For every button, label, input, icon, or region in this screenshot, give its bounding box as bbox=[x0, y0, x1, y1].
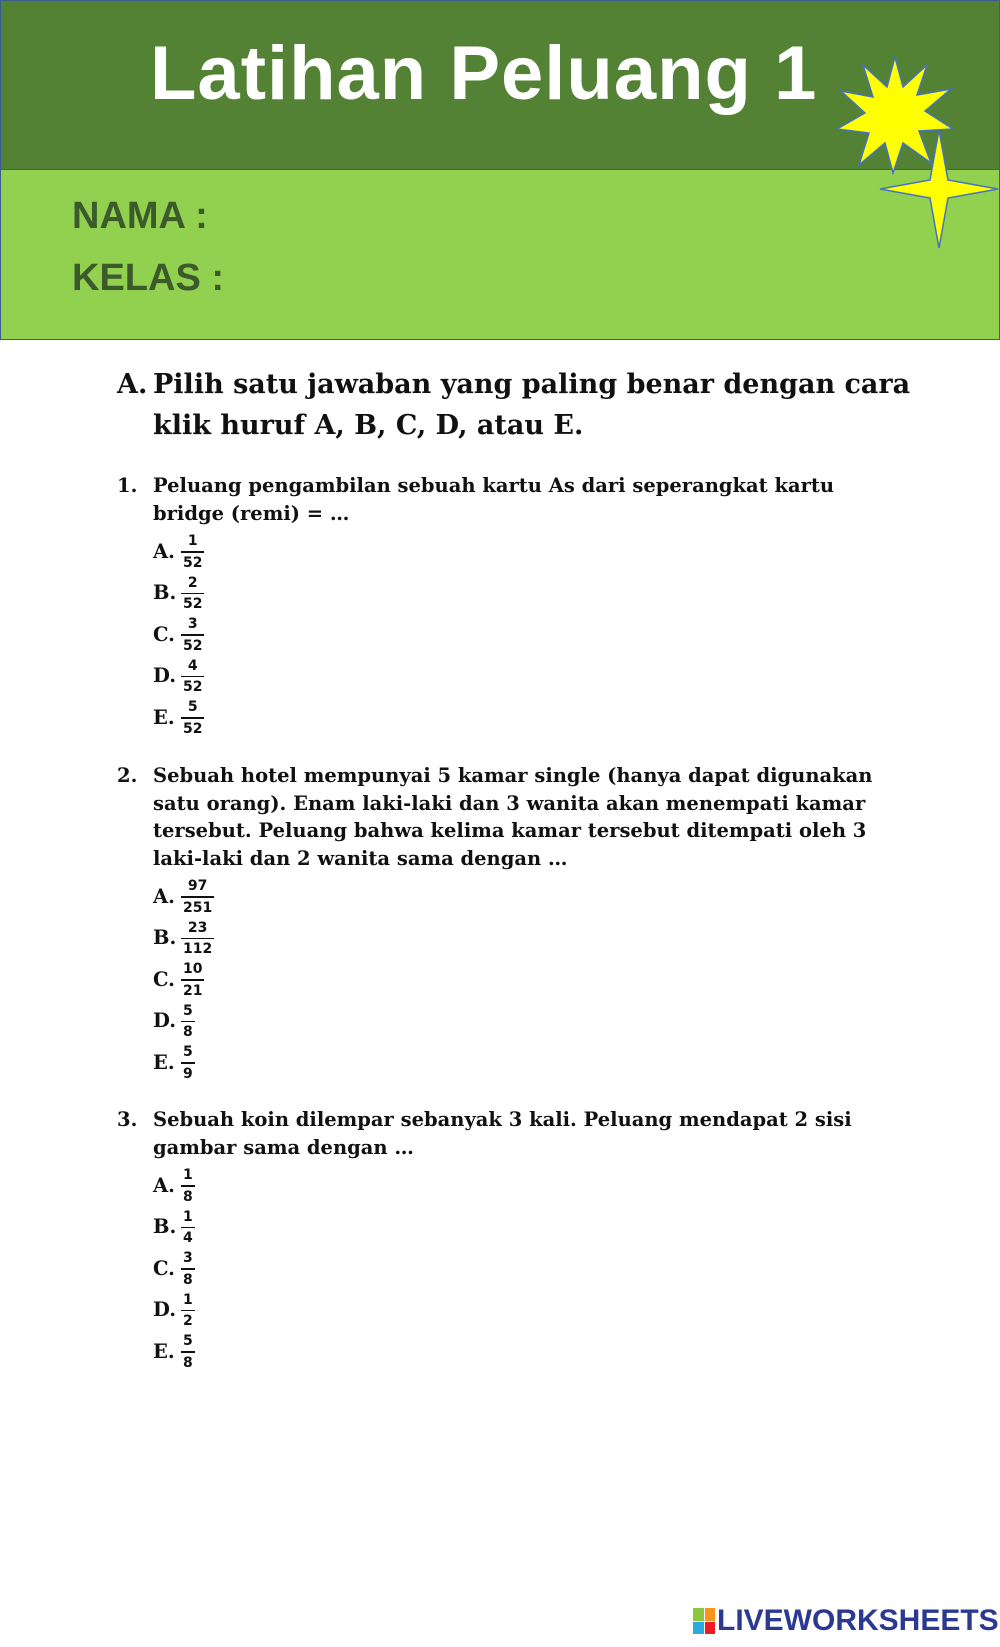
fraction-denominator: 21 bbox=[183, 982, 203, 999]
question-1 bbox=[117, 472, 887, 739]
option-fraction bbox=[181, 1292, 195, 1330]
answer-options bbox=[153, 531, 887, 739]
class-label: KELAS : bbox=[72, 257, 224, 299]
option-letter[interactable]: D. bbox=[153, 1009, 177, 1033]
name-label: NAMA : bbox=[72, 195, 208, 237]
question-text: Sebuah hotel mempunyai 5 kamar single (hanya dapat digunakan satu orang). Enam laki-laki dan 3 wanita akan menempati kamar tersebut. Peluang bahwa kelima kamar tersebut ditempati oleh 3 laki-laki dan 2 wanita sama dengan … bbox=[153, 764, 873, 870]
fraction-bar bbox=[181, 1268, 195, 1270]
fraction-bar bbox=[181, 1185, 195, 1187]
question-number: 2. bbox=[117, 764, 138, 787]
question-2 bbox=[117, 762, 887, 1084]
fraction-denominator: 2 bbox=[183, 1313, 193, 1329]
answer-option-c[interactable] bbox=[153, 614, 887, 656]
option-fraction bbox=[181, 1209, 195, 1247]
fraction-bar bbox=[181, 1351, 195, 1353]
fraction-numerator: 1 bbox=[183, 1208, 193, 1225]
fraction-numerator: 1 bbox=[183, 1291, 193, 1308]
option-letter[interactable]: E. bbox=[153, 705, 175, 729]
fraction-denominator: 52 bbox=[183, 720, 203, 737]
section-marker: A. bbox=[117, 369, 148, 400]
option-letter[interactable]: A. bbox=[153, 884, 175, 908]
question-text: Sebuah koin dilempar sebanyak 3 kali. Peluang mendapat 2 sisi gambar sama dengan … bbox=[153, 1108, 852, 1159]
fraction-numerator: 3 bbox=[187, 616, 198, 632]
fraction-numerator: 23 bbox=[187, 919, 208, 936]
option-fraction bbox=[181, 658, 204, 696]
answer-options bbox=[153, 876, 887, 1084]
question-text: Peluang pengambilan sebuah kartu As dari seperangkat kartu bridge (remi) = … bbox=[153, 474, 835, 525]
option-letter[interactable]: C. bbox=[153, 967, 175, 991]
fraction-denominator: 8 bbox=[183, 1188, 193, 1205]
fraction-numerator: 97 bbox=[187, 878, 208, 894]
fraction-denominator: 8 bbox=[183, 1271, 193, 1288]
fraction-bar bbox=[181, 1021, 195, 1023]
option-letter[interactable]: A. bbox=[153, 539, 175, 563]
option-letter[interactable]: C. bbox=[153, 1256, 175, 1280]
option-letter[interactable]: D. bbox=[153, 1298, 177, 1322]
fraction-numerator: 5 bbox=[183, 1333, 193, 1349]
answer-options bbox=[153, 1165, 887, 1373]
option-fraction bbox=[181, 533, 204, 571]
fraction-bar bbox=[181, 938, 214, 940]
fraction-bar bbox=[181, 979, 204, 981]
option-fraction bbox=[181, 1333, 195, 1371]
option-fraction bbox=[181, 699, 204, 737]
fraction-bar bbox=[181, 1227, 195, 1229]
option-letter[interactable]: B. bbox=[153, 1215, 177, 1239]
option-fraction bbox=[181, 878, 214, 916]
fraction-numerator: 5 bbox=[187, 699, 198, 715]
answer-option-b[interactable] bbox=[153, 1207, 887, 1249]
answer-option-c[interactable] bbox=[153, 1248, 887, 1290]
fraction-numerator: 10 bbox=[183, 961, 203, 977]
answer-option-d[interactable] bbox=[153, 1001, 887, 1043]
fraction-bar bbox=[181, 896, 214, 898]
fraction-numerator: 5 bbox=[183, 1044, 193, 1060]
option-fraction bbox=[181, 616, 204, 654]
fraction-numerator: 5 bbox=[183, 1002, 193, 1019]
answer-option-a[interactable] bbox=[153, 1165, 887, 1207]
option-letter[interactable]: A. bbox=[153, 1173, 175, 1197]
option-fraction bbox=[181, 961, 204, 999]
option-fraction bbox=[181, 1003, 195, 1041]
answer-option-e[interactable] bbox=[153, 697, 887, 739]
fraction-numerator: 3 bbox=[183, 1250, 193, 1266]
page-title: Latihan Peluang 1 bbox=[150, 31, 818, 116]
fraction-numerator: 1 bbox=[187, 533, 198, 549]
fraction-denominator: 52 bbox=[183, 596, 203, 612]
option-fraction bbox=[181, 1044, 195, 1082]
fraction-denominator: 52 bbox=[183, 679, 203, 695]
option-letter[interactable]: C. bbox=[153, 622, 175, 646]
option-letter[interactable]: B. bbox=[153, 581, 177, 605]
section-instruction bbox=[117, 364, 917, 446]
answer-option-e[interactable] bbox=[153, 1331, 887, 1373]
logo-mark-icon bbox=[693, 1608, 715, 1634]
instruction-text: Pilih satu jawaban yang paling benar dengan cara klik huruf A, B, C, D, atau E. bbox=[153, 369, 911, 441]
fraction-denominator: 9 bbox=[183, 1065, 193, 1082]
option-fraction bbox=[181, 575, 204, 613]
fraction-denominator: 52 bbox=[183, 637, 203, 654]
option-letter[interactable]: E. bbox=[153, 1050, 175, 1074]
fraction-denominator: 251 bbox=[183, 899, 213, 916]
sparkle-star-icon bbox=[878, 128, 1000, 250]
fraction-denominator: 4 bbox=[183, 1230, 193, 1246]
answer-option-b[interactable] bbox=[153, 573, 887, 615]
fraction-numerator: 1 bbox=[183, 1167, 193, 1183]
answer-option-b[interactable] bbox=[153, 918, 887, 960]
option-letter[interactable]: E. bbox=[153, 1339, 175, 1363]
fraction-denominator: 112 bbox=[183, 941, 213, 957]
fraction-numerator: 4 bbox=[187, 657, 198, 674]
fraction-bar bbox=[181, 717, 204, 719]
answer-option-a[interactable] bbox=[153, 531, 887, 573]
fraction-bar bbox=[181, 1310, 195, 1312]
answer-option-e[interactable] bbox=[153, 1042, 887, 1084]
answer-option-c[interactable] bbox=[153, 959, 887, 1001]
fraction-denominator: 52 bbox=[183, 554, 203, 571]
answer-option-d[interactable] bbox=[153, 1290, 887, 1332]
answer-option-d[interactable] bbox=[153, 656, 887, 698]
logo-text: LIVEWORKSHEETS bbox=[717, 1604, 999, 1637]
option-letter[interactable]: D. bbox=[153, 664, 177, 688]
answer-option-a[interactable] bbox=[153, 876, 887, 918]
question-3 bbox=[117, 1106, 887, 1373]
fraction-bar bbox=[181, 634, 204, 636]
option-letter[interactable]: B. bbox=[153, 926, 177, 950]
fraction-bar bbox=[181, 551, 204, 553]
fraction-bar bbox=[181, 1062, 195, 1064]
fraction-denominator: 8 bbox=[183, 1354, 193, 1371]
option-fraction bbox=[181, 1167, 195, 1205]
fraction-bar bbox=[181, 676, 204, 678]
option-fraction bbox=[181, 1250, 195, 1288]
question-number: 1. bbox=[117, 474, 138, 497]
fraction-bar bbox=[181, 593, 204, 595]
fraction-numerator: 2 bbox=[187, 574, 198, 591]
liveworksheets-logo[interactable] bbox=[693, 1604, 999, 1638]
question-number: 3. bbox=[117, 1108, 138, 1131]
fraction-denominator: 8 bbox=[183, 1024, 193, 1040]
option-fraction bbox=[181, 920, 214, 958]
